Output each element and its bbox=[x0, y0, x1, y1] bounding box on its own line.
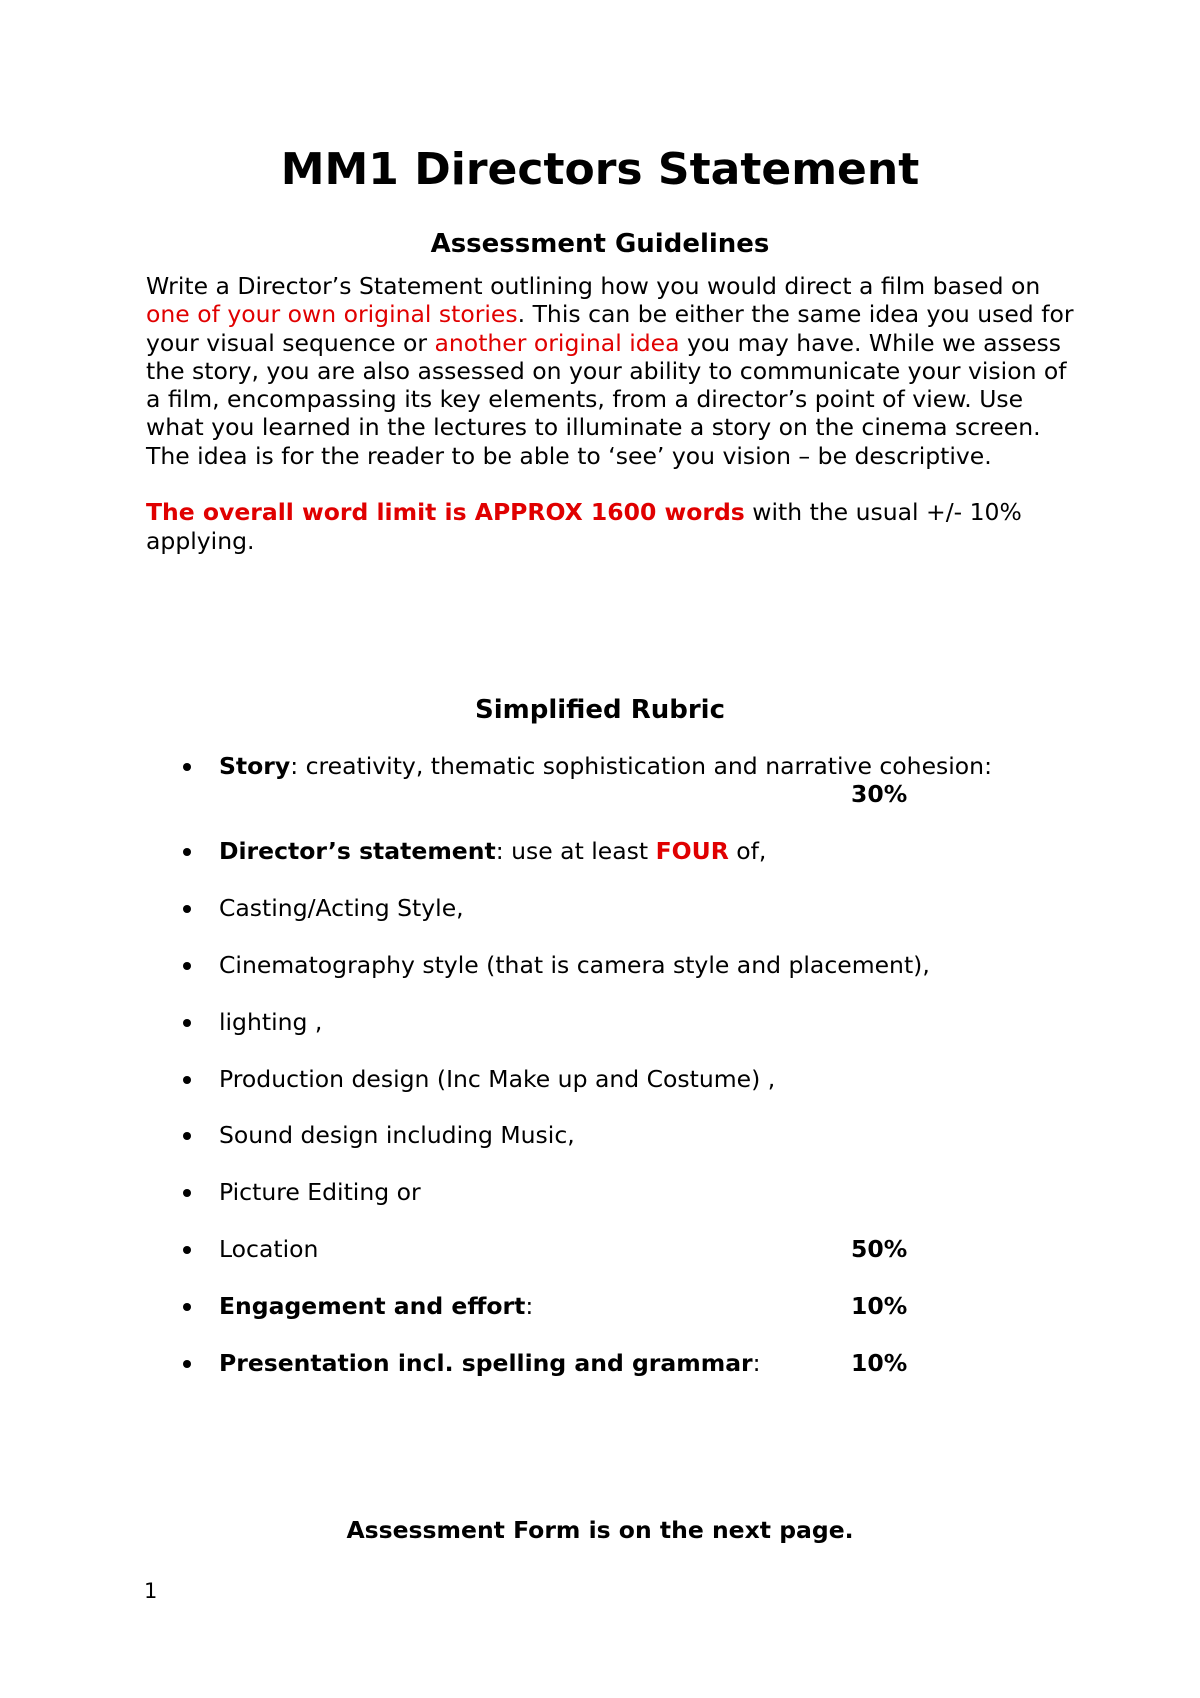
list-item-text bbox=[219, 1291, 533, 1321]
list-item-text: Sound design including Music, bbox=[219, 1121, 575, 1149]
list-item-text: Cinematography style (that is camera style and placement), bbox=[219, 951, 930, 979]
presentation-label: Presentation incl. spelling and grammar bbox=[219, 1349, 753, 1377]
list-item-text: Casting/Acting Style, bbox=[219, 894, 464, 922]
director-text: of, bbox=[728, 837, 767, 865]
location-percentage: 50% bbox=[851, 1235, 908, 1263]
document-title: MM1 Directors Statement bbox=[280, 144, 920, 195]
bullet-icon bbox=[183, 1360, 191, 1368]
guidelines-body bbox=[146, 272, 1076, 555]
list-item-text bbox=[219, 1348, 761, 1378]
bullet-icon bbox=[183, 848, 191, 856]
presentation-percentage: 10% bbox=[851, 1349, 908, 1377]
word-limit-text: with the usual +/- 10% applying. bbox=[146, 498, 1022, 555]
presentation-colon: : bbox=[752, 1349, 761, 1377]
list-item-text: lighting , bbox=[219, 1008, 323, 1036]
director-text: : use at least bbox=[495, 837, 656, 865]
guidelines-paragraph bbox=[146, 272, 1076, 442]
four-highlight: FOUR bbox=[655, 837, 729, 865]
guidelines-text: . This can be either the same idea you used for your visual sequence or bbox=[146, 300, 1074, 357]
list-item-text bbox=[219, 751, 992, 781]
guidelines-vision-line: The idea is for the reader to be able to ‘see’ you vision – be descriptive. bbox=[146, 441, 992, 470]
highlight-another-idea: another original idea bbox=[434, 328, 680, 357]
bullet-icon bbox=[183, 763, 191, 771]
list-item-text: Production design (Inc Make up and Costume) , bbox=[219, 1065, 776, 1093]
bullet-icon bbox=[183, 1303, 191, 1311]
bullet-icon bbox=[183, 1019, 191, 1027]
guidelines-text: Write a Director’s Statement outlining how you would direct a film based on bbox=[146, 272, 1041, 300]
simplified-rubric-heading: Simplified Rubric bbox=[474, 695, 726, 725]
story-description: : creativity, thematic sophistication and narrative cohesion: bbox=[290, 752, 992, 780]
page-number: 1 bbox=[144, 1579, 158, 1603]
bullet-icon bbox=[183, 1132, 191, 1140]
assessment-guidelines-heading: Assessment Guidelines bbox=[430, 229, 770, 259]
word-limit-highlight: The overall word limit is APPROX 1600 words bbox=[146, 498, 745, 527]
bullet-icon bbox=[183, 1076, 191, 1084]
highlight-own-stories: one of your own original stories bbox=[146, 300, 518, 329]
story-label: Story bbox=[219, 752, 291, 780]
list-item-text: Picture Editing or bbox=[219, 1178, 421, 1206]
bullet-icon bbox=[183, 905, 191, 913]
bullet-icon bbox=[183, 962, 191, 970]
bullet-icon bbox=[183, 1189, 191, 1197]
list-item-text: Location bbox=[219, 1235, 319, 1263]
bullet-icon bbox=[183, 1246, 191, 1254]
assessment-form-note: Assessment Form is on the next page. bbox=[346, 1516, 854, 1544]
engagement-label: Engagement and effort bbox=[219, 1292, 526, 1320]
list-item-text bbox=[219, 836, 766, 866]
director-label: Director’s statement bbox=[219, 837, 496, 865]
engagement-percentage: 10% bbox=[851, 1292, 908, 1320]
word-limit-paragraph bbox=[146, 498, 1076, 555]
engagement-colon: : bbox=[525, 1292, 534, 1320]
story-percentage: 30% bbox=[851, 780, 908, 808]
guidelines-text: you may have. While we assess the story, you are also assessed on your ability to communicate your vision of a film, encompassing its key elements, from a director’s point of view. Use what you learned in the lectures to illuminate a story on the cinema screen. bbox=[146, 328, 1067, 442]
